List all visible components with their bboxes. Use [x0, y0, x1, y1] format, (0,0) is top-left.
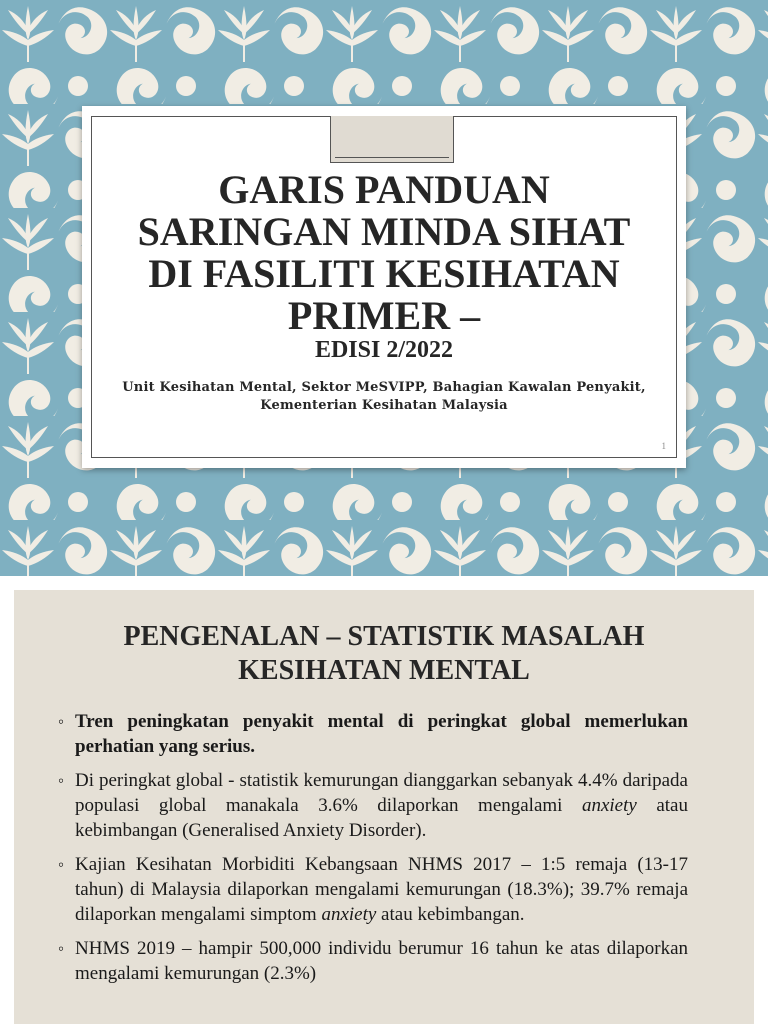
intro-slide: [14, 590, 754, 1024]
organisation-line: Kementerian Kesihatan Malaysia: [260, 398, 508, 413]
bullet-emphasis: anxiety: [581, 795, 637, 816]
bullet-item: [58, 709, 688, 759]
page-number: 1: [661, 441, 666, 451]
bullet-text: atau kebimbangan (Generalised Anxiety Disorder).: [75, 795, 688, 841]
title-frame: [91, 116, 677, 458]
organisation-text: [112, 379, 656, 415]
bullet-text: Di peringkat global - statistik kemurungan dianggarkan sebanyak 4.4% daripada populasi global manakala 3.6% dilaporkan mengalami: [75, 770, 688, 816]
main-title-line: SARINGAN MINDA SIHAT: [137, 209, 631, 254]
organisation-line: Unit Kesihatan Mental, Sektor MeSVIPP, Bahagian Kawalan Penyakit,: [122, 380, 646, 395]
slide-title-line: KESIHATAN MENTAL: [238, 655, 530, 686]
bullet-list: [58, 709, 688, 995]
main-title-line: PRIMER –: [287, 293, 481, 338]
bullet-text: atau kebimbangan.: [376, 904, 525, 925]
bullet-marker: ◦: [58, 712, 65, 731]
bullet-item: [58, 852, 688, 927]
edition-label: EDISI 2/2022: [314, 337, 454, 363]
slide-title-line: PENGENALAN – STATISTIK MASALAH: [123, 621, 645, 652]
bullet-text: Kajian Kesihatan Morbiditi Kebangsaan NHMS 2017 – 1:5 remaja (13-17 tahun) di Malaysia dilaporkan mengalami kemurungan (18.3%); 39.7% remaja dilaporkan mengalami simptom: [75, 854, 688, 925]
main-title-line: DI FASILITI KESIHATAN: [148, 251, 620, 296]
bullet-marker: ◦: [58, 939, 65, 958]
bullet-marker: ◦: [58, 771, 65, 790]
bullet-text: NHMS 2019 – hampir 500,000 individu berumur 16 tahun ke atas dilaporkan mengalami kemurungan (2.3%): [75, 938, 688, 984]
main-title: [92, 169, 676, 337]
bullet-item: [58, 936, 688, 986]
main-title-line: GARIS PANDUAN: [218, 167, 550, 212]
title-tab-decoration: [330, 116, 454, 163]
bullet-emphasis: anxiety: [321, 904, 377, 925]
bullet-text: Tren peningkatan penyakit mental di peringkat global memerlukan perhatian yang serius.: [75, 711, 688, 757]
title-card: [82, 106, 686, 468]
bullet-item: [58, 768, 688, 843]
slide-title: [14, 620, 754, 688]
bullet-marker: ◦: [58, 855, 65, 874]
